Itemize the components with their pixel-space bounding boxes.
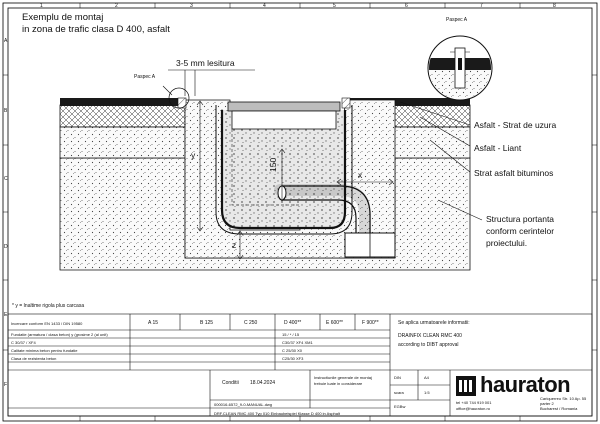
- layer-structure-2: conform cerintelor: [486, 226, 555, 236]
- binder-left: [60, 105, 185, 127]
- notes-title: Se aplica urmatoarele informatii:: [398, 320, 470, 326]
- layer-wear: Asfalt - Strat de uzura: [474, 120, 557, 130]
- table-row-label: Incercare conform EN 1433 / DIN 19580: [11, 321, 83, 326]
- table-row-value: C25/30 XF3: [282, 356, 304, 361]
- bitumen-left: [60, 127, 185, 158]
- load-class-f900: F 900**: [362, 320, 379, 326]
- note-line: DRAINFIX CLEAN RMC 400: [398, 333, 462, 339]
- scale-label: scara: [394, 390, 404, 395]
- company-name: hauraton: [480, 372, 571, 397]
- grid-row-label: F: [4, 382, 8, 388]
- grid-col-label: 1: [40, 3, 43, 9]
- company-address: parter 2: [540, 401, 554, 406]
- grid-col-label: 8: [553, 3, 556, 9]
- load-class-c250: C 250: [244, 320, 258, 326]
- grid-row-label: D: [4, 244, 8, 250]
- din-value: A4: [424, 375, 429, 380]
- layer-binder: Asfalt - Liant: [474, 143, 522, 153]
- grid-row-label: E: [4, 312, 8, 318]
- info-line: trebuie luate in considerare: [314, 381, 363, 386]
- wear-left: [60, 98, 178, 106]
- note-line: according to DIBT approval: [398, 342, 459, 348]
- grid-row-label: B: [4, 108, 8, 114]
- grid-col-label: 6: [405, 3, 408, 9]
- caption: DRF.CLEAN RMC 400 Typ 010 Einbaubeispiel Klasse D 400 in Asphalt: [214, 411, 340, 416]
- dim-z: z: [232, 240, 237, 250]
- grid-col-label: 7: [480, 3, 483, 9]
- detail-label-top: Paspec A: [446, 17, 468, 23]
- table-row-label: Calitate minima beton pentru fundatie: [11, 348, 78, 353]
- layer-bitumen: Strat asfalt bituminos: [474, 168, 554, 178]
- hauraton-logo-mark: [456, 376, 476, 396]
- table-row-label: Fundatie (armatura / clasa beton) y (grosime 2 (al unit): [11, 332, 108, 337]
- load-class-e600: E 600**: [326, 320, 343, 326]
- footnote: * y = Inaltime rigola plus carcasa: [12, 303, 85, 309]
- table-row-label: C 30/37 / XF4: [11, 340, 36, 345]
- grid-col-label: 4: [263, 3, 266, 9]
- dim-x: x: [358, 170, 363, 180]
- detail-a: [428, 36, 494, 100]
- grid-row-label: C: [4, 176, 8, 182]
- drawn-by: EGBw: [394, 404, 406, 409]
- drawing-title-2: in zona de trafic clasa D 400, asfalt: [22, 24, 170, 35]
- load-class-d400: D 400**: [284, 320, 302, 326]
- load-class-b125: B 125: [200, 320, 214, 326]
- company-phone: tel +40 744 919 001: [456, 400, 492, 405]
- company-address: Bucharest / Romania: [540, 406, 578, 411]
- drawing-number: 000016-6572_9-0-MANUAL.dwg: [214, 402, 273, 407]
- scale-value: 1:5: [424, 390, 430, 395]
- grid-col-label: 5: [333, 3, 336, 9]
- layer-structure-1: Structura portanta: [486, 214, 555, 224]
- layer-structure-3: proiectului.: [486, 238, 528, 248]
- info-line: Instructiunile generale de montaj: [314, 375, 372, 380]
- table-row-label: Clasa de rezistenta beton: [11, 356, 57, 361]
- detail-label: Paspec A: [134, 74, 156, 80]
- company-address: Cariquerreo Str. 10 Ap. 55: [540, 396, 587, 401]
- company-email: office@hauraton.ro: [456, 406, 491, 411]
- table-row-value: C30/37 XF4 XM1: [282, 340, 313, 345]
- gap-label: 3-5 mm lesitura: [176, 58, 235, 68]
- grid-row-label: A: [4, 38, 8, 44]
- table-row-value: C 25/30 X0: [282, 348, 303, 353]
- status-label: Conditii: [222, 380, 239, 386]
- dim-y: y: [191, 150, 196, 160]
- drawing-date: 18.04.2024: [250, 380, 276, 386]
- drawing-title-1: Exemplu de montaj: [22, 12, 104, 23]
- grid-col-label: 2: [115, 3, 118, 9]
- table-row-value: 15 / * / 15: [282, 332, 300, 337]
- dim-h: 150: [268, 157, 278, 172]
- grating: [228, 102, 340, 111]
- filter-box: [232, 111, 336, 129]
- din-label: DIN: [394, 375, 401, 380]
- grid-col-label: 3: [190, 3, 193, 9]
- load-class-a15: A 15: [148, 320, 159, 326]
- title-block-lines: [8, 314, 592, 416]
